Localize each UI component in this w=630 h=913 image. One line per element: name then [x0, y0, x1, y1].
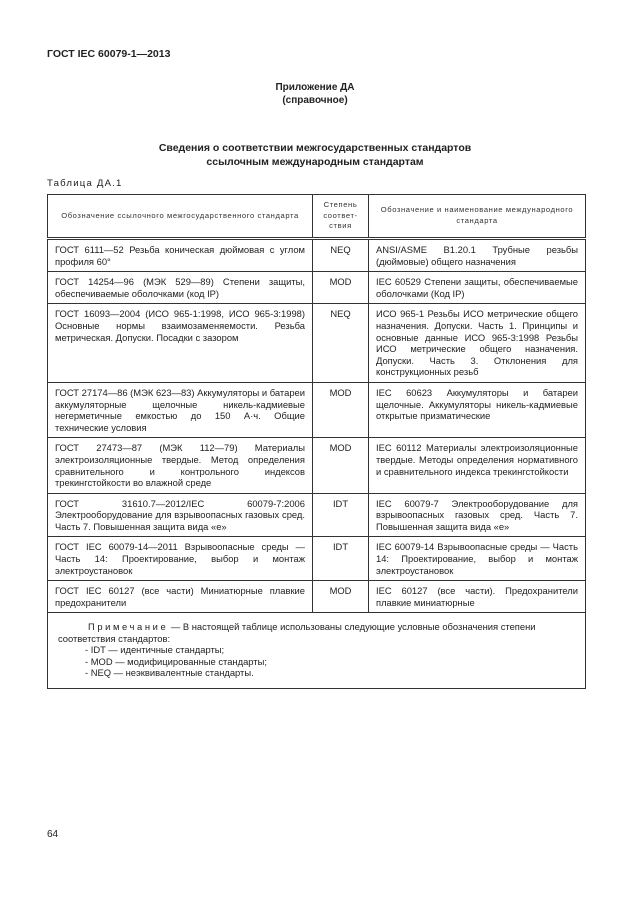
section-title-line-1: Сведения о соответствии межгосударственных стандартов [158, 142, 472, 154]
table-note [48, 613, 586, 689]
international-standard-cell: IEC 60127 (все части). Предохранители плавкие миниатюрные [369, 581, 586, 613]
note-item-neq: - NEQ — неэквивалентные стандарты. [85, 667, 254, 679]
note-text: — В настоящей таблице использованы следующие условные обозначения степени соответствия стандартов: [58, 621, 536, 644]
note-keyword: Примечание [88, 621, 169, 633]
table-row [48, 382, 586, 437]
note-item-mod: - MOD — модифицированные стандарты; [85, 655, 267, 667]
appendix-subtitle: (справочное) [282, 95, 348, 106]
degree-cell: IDT [313, 537, 369, 581]
table-label: Таблица ДА.1 [47, 178, 123, 189]
note-item-idt: - IDT — идентичные стандарты; [85, 644, 225, 656]
international-standard-cell: IEC 60112 Материалы электроизоляционные твердые. Методы определения нормативного и сравнительного индекса трекингстойкости [369, 438, 586, 493]
degree-cell: NEQ [313, 239, 369, 272]
table-row [48, 438, 586, 493]
header-correspondence-degree: Степень соответ-ствия [313, 195, 369, 239]
table-note-row [48, 613, 586, 689]
reference-standard-cell: ГОСТ 6111—52 Резьба коническая дюймовая с углом профиля 60° [48, 239, 313, 272]
degree-cell: IDT [313, 493, 369, 537]
international-standard-cell: IEC 60079-14 Взрывоопасные среды — Часть 14: Проектирование, выбор и монтаж электроустановок [369, 537, 586, 581]
degree-cell: MOD [313, 382, 369, 437]
degree-cell: MOD [313, 272, 369, 304]
page-number: 64 [47, 829, 59, 840]
table-row [48, 537, 586, 581]
header-reference-standard: Обозначение ссылочного межгосударственного стандарта [48, 195, 313, 239]
reference-standard-cell: ГОСТ 31610.7—2012/IEC 60079-7:2006 Электрооборудование для взрывоопасных газовых сред. Часть 7. Повышенная защита вида «е» [48, 493, 313, 537]
table-row [48, 493, 586, 537]
note-paragraph [58, 621, 575, 644]
section-title-line-2: ссылочным международным стандартам [206, 156, 424, 168]
table-row [48, 304, 586, 383]
document-code: ГОСТ IEC 60079-1—2013 [47, 48, 171, 60]
appendix-title: Приложение ДА [275, 82, 355, 93]
reference-standard-cell: ГОСТ IEC 60079-14—2011 Взрывоопасные среды — Часть 14: Проектирование, выбор и монтаж электроустановок [48, 537, 313, 581]
table-row [48, 239, 586, 272]
table-header-row [48, 195, 586, 239]
table-row [48, 581, 586, 613]
international-standard-cell: ИСО 965-1 Резьбы ИСО метрические общего назначения. Допуски. Часть 1. Принципы и основные данные ИСО 965-3:1998 Резьбы ИСО метрические общего назначения. Допуски. Часть 3. Отклонения для конструкционных резьб [369, 304, 586, 383]
reference-standard-cell: ГОСТ 16093—2004 (ИСО 965-1:1998, ИСО 965-3:1998) Основные нормы взаимозаменяемости. Резьба метрическая. Допуски. Посадки с зазором [48, 304, 313, 383]
reference-standard-cell: ГОСТ 27174—86 (МЭК 623—83) Аккумуляторы и батареи аккумуляторные щелочные никель-кадмиевые негерметичные емкостью до 150 А·ч. Общие технические условия [48, 382, 313, 437]
degree-cell: NEQ [313, 304, 369, 383]
degree-cell: MOD [313, 438, 369, 493]
header-international-standard: Обозначение и наименование международного стандарта [369, 195, 586, 239]
international-standard-cell: IEC 60529 Степени защиты, обеспечиваемые оболочками (Код IP) [369, 272, 586, 304]
correspondence-table [47, 194, 586, 689]
reference-standard-cell: ГОСТ IEC 60127 (все части) Миниатюрные плавкие предохранители [48, 581, 313, 613]
table-row [48, 272, 586, 304]
international-standard-cell: IEC 60623 Аккумуляторы и батареи щелочные. Аккумуляторы никель-кадмиевые открытые призматические [369, 382, 586, 437]
reference-standard-cell: ГОСТ 14254—96 (МЭК 529—89) Степени защиты, обеспечиваемые оболочками (код IP) [48, 272, 313, 304]
section-title [0, 141, 630, 169]
international-standard-cell: ANSI/ASME B1.20.1 Трубные резьбы (дюймовые) общего назначения [369, 239, 586, 272]
reference-standard-cell: ГОСТ 27473—87 (МЭК 112—79) Материалы электроизоляционные твердые. Метод определения сравнительного и контрольного индексов трекингстойкости во влажной среде [48, 438, 313, 493]
degree-cell: MOD [313, 581, 369, 613]
appendix-heading [0, 81, 630, 107]
international-standard-cell: IEC 60079-7 Электрооборудование для взрывоопасных газовых сред. Часть 7. Повышенная защита вида «е» [369, 493, 586, 537]
